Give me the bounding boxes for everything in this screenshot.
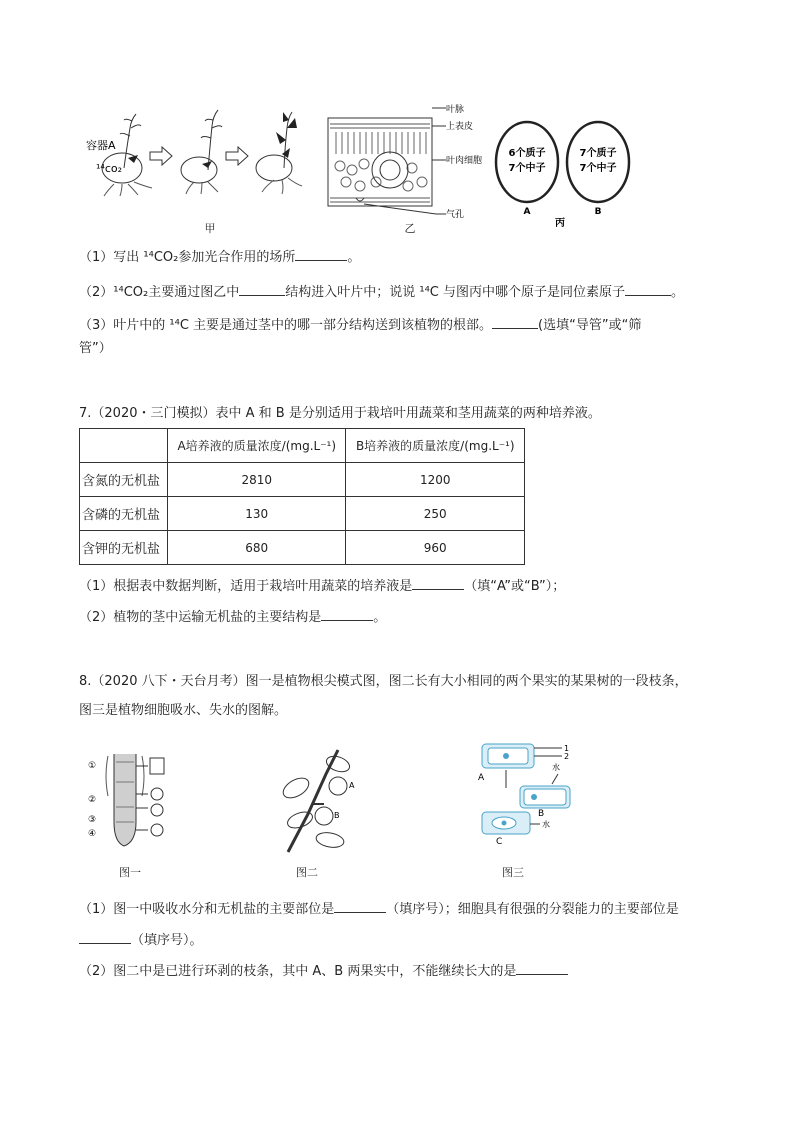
figure-yi-leaf-section [326,104,483,224]
cell-b-label: B [538,809,545,819]
cell-label-1: 1 [564,744,570,753]
mark-2: ② [88,795,97,805]
label-upper-epidermis: 上表皮 [446,122,474,132]
table-cell: 含氮的无机盐 [80,463,168,497]
fruit-b-label: B [334,811,340,820]
answer-blank[interactable] [412,577,464,590]
mark-1: ① [88,761,97,771]
atom-a-neutrons: 7个中子 [508,163,546,174]
table-header-cell [80,429,168,463]
cell-c-label: C [496,837,503,847]
nutrient-table [79,428,525,565]
caption-fig3: 图三 [502,866,524,879]
table-header-row [80,429,525,463]
q6-part3: （3）叶片中的 ¹⁴C 主要是通过茎中的哪一部分结构送到该植物的根部。 (选填“导管”或“筛 [79,318,642,333]
table-cell: 1200 [346,463,525,497]
q6-part2: （2）¹⁴CO₂主要通过图乙中 结构进入叶片中；说说 ¹⁴C 与图丙中哪个原子是同位素原子 。 [79,285,684,300]
answer-blank[interactable] [625,283,671,296]
answer-blank[interactable] [334,900,386,913]
mark-4: ④ [88,829,97,839]
atom-b-protons: 7个质子 [579,148,617,159]
q8-intro-2: 图三是植物细胞吸水、失水的图解。 [79,703,288,718]
answer-blank[interactable] [516,962,568,975]
atom-a-protons: 6个质子 [508,148,546,159]
fruit-a-label: A [349,781,355,790]
figure-bing-atoms [494,114,634,234]
table-cell: 含钾的无机盐 [80,531,168,565]
mark-3: ③ [88,815,97,825]
q7-part2: （2）植物的茎中运输无机盐的主要结构是 。 [79,610,387,625]
atom-b-label: B [594,207,602,217]
answer-blank[interactable] [239,283,285,296]
caption-bing: 丙 [555,218,565,229]
q8-part2: （2）图二中是已进行环剥的枝条，其中 A、B 两果实中，不能继续长大的是 [79,962,568,980]
figure-root-tip [86,752,182,848]
water-label-1: 水 [552,763,560,772]
q8-part1-cont: （填序号）。 [79,931,203,949]
table-cell: 250 [346,497,525,531]
container-label: 容器A [86,139,116,152]
water-label-2: 水 [542,820,550,829]
answer-blank[interactable] [492,316,538,329]
cell-a-label: A [478,773,485,783]
label-mesophyll: 叶肉细胞 [446,156,483,166]
caption-fig2: 图二 [296,866,318,879]
table-cell: 960 [346,531,525,565]
table-cell: 含磷的无机盐 [80,497,168,531]
label-stoma: 气孔 [446,210,465,220]
figure-branch [278,744,358,854]
table-cell: 680 [168,531,346,565]
q7-intro: 7.（2020・三门模拟）表中 A 和 B 是分别适用于栽培叶用蔬菜和茎用蔬菜的两种培养液。 [79,406,601,421]
table-cell: 2810 [168,463,346,497]
label-vein: 叶脉 [446,105,465,115]
figure-jia [84,106,314,218]
answer-blank[interactable] [79,931,131,944]
atom-b-neutrons: 7个中子 [579,163,617,174]
q6-part3-cont: 管”） [79,341,112,356]
atom-a-label: A [523,207,531,217]
table-row [80,463,525,497]
caption-yi: 乙 [404,222,416,235]
answer-blank[interactable] [295,248,347,261]
table-header-cell: B培养液的质量浓度/(mg.L⁻¹) [346,429,525,463]
table-row [80,531,525,565]
q7-part1: （1）根据表中数据判断，适用于栽培叶用蔬菜的培养液是 （填“A”或“B”）； [79,579,566,594]
q8-intro-1: 8.（2020 八下・天台月考）图一是植物根尖模式图，图二长有大小相同的两个果实的某果树的一段枝条， [79,674,688,689]
table-cell: 130 [168,497,346,531]
table-header-cell: A培养液的质量浓度/(mg.L⁻¹) [168,429,346,463]
q8-part1: （1）图一中吸收水分和无机盐的主要部位是 （填序号）；细胞具有很强的分裂能力的主要部位是 [79,902,679,917]
answer-blank[interactable] [321,608,373,621]
figure-cell-water [474,740,590,846]
table-row [80,497,525,531]
cell-label-2: 2 [564,752,570,761]
caption-fig1: 图一 [119,866,141,879]
caption-jia: 甲 [204,222,216,235]
isotope-label: ¹⁴co₂ [96,162,123,175]
q6-part1: （1）写出 ¹⁴CO₂参加光合作用的场所 。 [79,250,361,265]
